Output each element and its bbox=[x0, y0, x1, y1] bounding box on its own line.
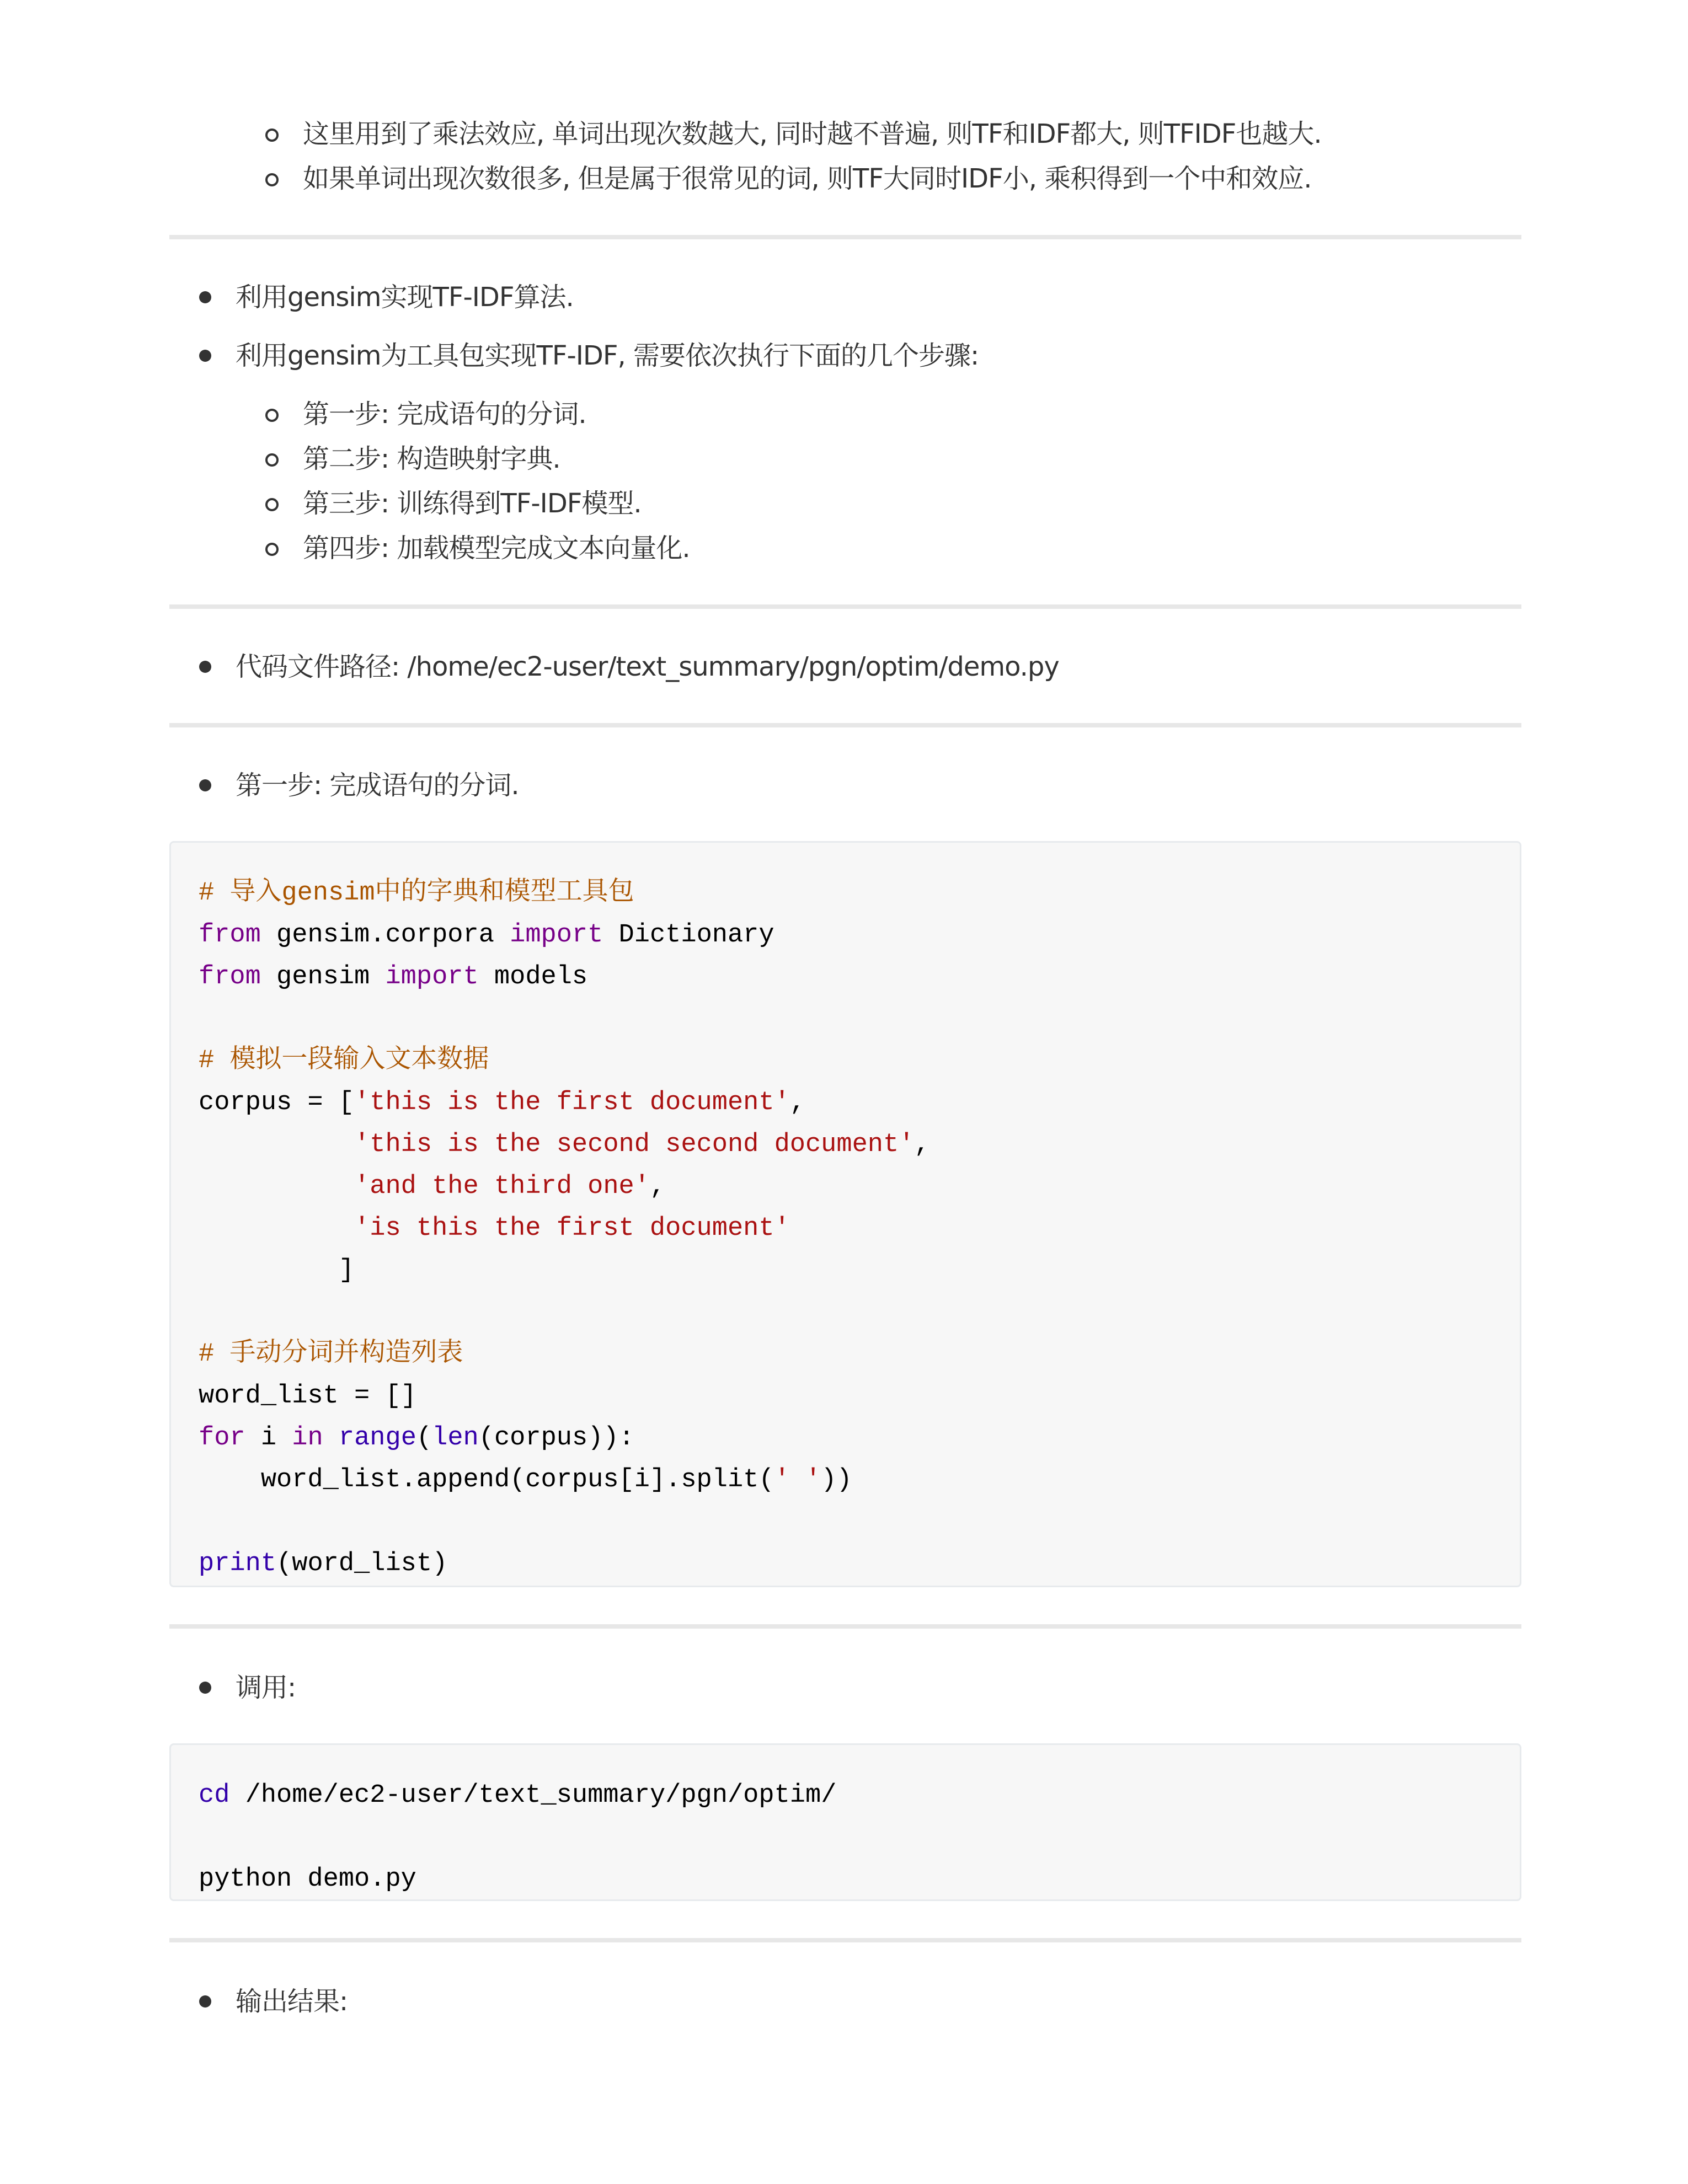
code-string: 'and the third one' bbox=[354, 1172, 650, 1201]
code-line bbox=[199, 956, 1520, 998]
circle-bullet-icon bbox=[265, 498, 279, 511]
code-text: gensim bbox=[260, 962, 386, 992]
code-text bbox=[199, 1172, 354, 1201]
list-item: 利用gensim实现TF-IDF算法. bbox=[236, 282, 574, 313]
code-text: , bbox=[649, 1172, 666, 1201]
code-text: (word_list) bbox=[276, 1549, 448, 1578]
code-line bbox=[199, 1417, 1520, 1459]
list-item: 输出结果: bbox=[236, 1986, 348, 2017]
code-text: , bbox=[914, 1130, 930, 1159]
code-line bbox=[199, 1817, 1520, 1859]
code-line bbox=[199, 914, 1520, 956]
code-keyword: from bbox=[199, 920, 261, 950]
code-comment: # 模拟一段输入文本数据 bbox=[199, 1046, 489, 1075]
bullet-icon bbox=[199, 779, 211, 791]
code-keyword: import bbox=[385, 962, 479, 992]
code-line bbox=[199, 998, 1520, 1040]
code-line bbox=[199, 1334, 1520, 1375]
code-builtin: print bbox=[199, 1549, 277, 1578]
code-line bbox=[199, 1501, 1520, 1543]
code-line bbox=[199, 1040, 1520, 1082]
code-string: 'this is the first document' bbox=[354, 1088, 790, 1117]
code-line bbox=[199, 1166, 1520, 1208]
code-block-python bbox=[169, 841, 1521, 1587]
sub-list-item: 第三步: 训练得到TF-IDF模型. bbox=[303, 488, 642, 519]
code-comment: # 手动分词并构造列表 bbox=[199, 1340, 463, 1369]
code-builtin: len bbox=[432, 1423, 479, 1453]
code-keyword: in bbox=[292, 1423, 323, 1453]
code-text: ( bbox=[416, 1423, 432, 1453]
bullet-icon bbox=[199, 661, 211, 673]
code-text: )) bbox=[821, 1465, 852, 1495]
list-item: 第一步: 完成语句的分词. bbox=[236, 770, 519, 801]
circle-bullet-icon bbox=[265, 453, 279, 467]
divider bbox=[169, 1624, 1521, 1629]
code-content bbox=[171, 1775, 1520, 1901]
code-text: corpus = [ bbox=[199, 1088, 355, 1117]
code-string: 'this is the second second document' bbox=[354, 1130, 915, 1159]
code-builtin: range bbox=[338, 1423, 416, 1453]
code-line bbox=[199, 1459, 1520, 1501]
sub-list-item: 这里用到了乘法效应, 单词出现次数越大, 同时越不普遍, 则TF和IDF都大, 则TFIDF也越大. bbox=[303, 119, 1322, 149]
bullet-icon bbox=[199, 291, 211, 303]
divider bbox=[169, 723, 1521, 727]
circle-bullet-icon bbox=[265, 543, 279, 556]
code-line bbox=[199, 1375, 1520, 1417]
list-item: 利用gensim为工具包实现TF-IDF, 需要依次执行下面的几个步骤: bbox=[236, 340, 979, 371]
sub-list-item: 如果单词出现次数很多, 但是属于很常见的词, 则TF大同时IDF小, 乘积得到一个中和效应. bbox=[303, 163, 1312, 194]
code-text: python demo.py bbox=[199, 1865, 416, 1894]
code-text: word_list = [] bbox=[199, 1382, 416, 1411]
code-builtin: cd bbox=[199, 1781, 230, 1810]
code-text bbox=[199, 1214, 354, 1243]
code-line bbox=[199, 872, 1520, 914]
code-line bbox=[199, 1124, 1520, 1166]
divider bbox=[169, 235, 1521, 239]
code-keyword: import bbox=[510, 920, 603, 950]
code-content bbox=[171, 872, 1520, 1585]
code-text: gensim.corpora bbox=[260, 920, 510, 950]
code-text: Dictionary bbox=[603, 920, 774, 950]
code-text: models bbox=[478, 962, 588, 992]
code-line bbox=[199, 1543, 1520, 1585]
code-keyword: for bbox=[199, 1423, 245, 1453]
code-line bbox=[199, 1250, 1520, 1292]
divider bbox=[169, 604, 1521, 609]
sub-list-item: 第四步: 加载模型完成文本向量化. bbox=[303, 533, 690, 564]
sub-list-item: 第二步: 构造映射字典. bbox=[303, 443, 560, 474]
code-comment: # 导入gensim中的字典和模型工具包 bbox=[199, 879, 634, 908]
code-text: (corpus)): bbox=[478, 1423, 634, 1453]
code-text bbox=[323, 1423, 339, 1453]
code-keyword: from bbox=[199, 962, 261, 992]
code-text: ] bbox=[199, 1256, 355, 1285]
code-text: /home/ec2-user/text_summary/pgn/optim/ bbox=[229, 1781, 837, 1810]
code-string: 'is this the first document' bbox=[354, 1214, 790, 1243]
divider bbox=[169, 1938, 1521, 1942]
list-item: 调用: bbox=[236, 1672, 296, 1703]
bullet-icon bbox=[199, 1995, 211, 2008]
circle-bullet-icon bbox=[265, 129, 279, 142]
code-line bbox=[199, 1082, 1520, 1124]
code-line bbox=[199, 1859, 1520, 1901]
code-text: , bbox=[789, 1088, 805, 1117]
code-text: i bbox=[245, 1423, 292, 1453]
code-line bbox=[199, 1292, 1520, 1334]
code-string: ' ' bbox=[774, 1465, 821, 1495]
circle-bullet-icon bbox=[265, 409, 279, 422]
code-path-item: 代码文件路径: /home/ec2-user/text_summary/pgn/optim/demo.py bbox=[236, 651, 1059, 682]
code-block-shell bbox=[169, 1743, 1521, 1901]
circle-bullet-icon bbox=[265, 173, 279, 186]
code-line bbox=[199, 1208, 1520, 1250]
bullet-icon bbox=[199, 350, 211, 362]
sub-list-item: 第一步: 完成语句的分词. bbox=[303, 399, 586, 430]
code-text bbox=[199, 1130, 354, 1159]
code-line bbox=[199, 1775, 1520, 1817]
bullet-icon bbox=[199, 1682, 211, 1694]
code-text: word_list.append(corpus[i].split( bbox=[199, 1465, 774, 1495]
